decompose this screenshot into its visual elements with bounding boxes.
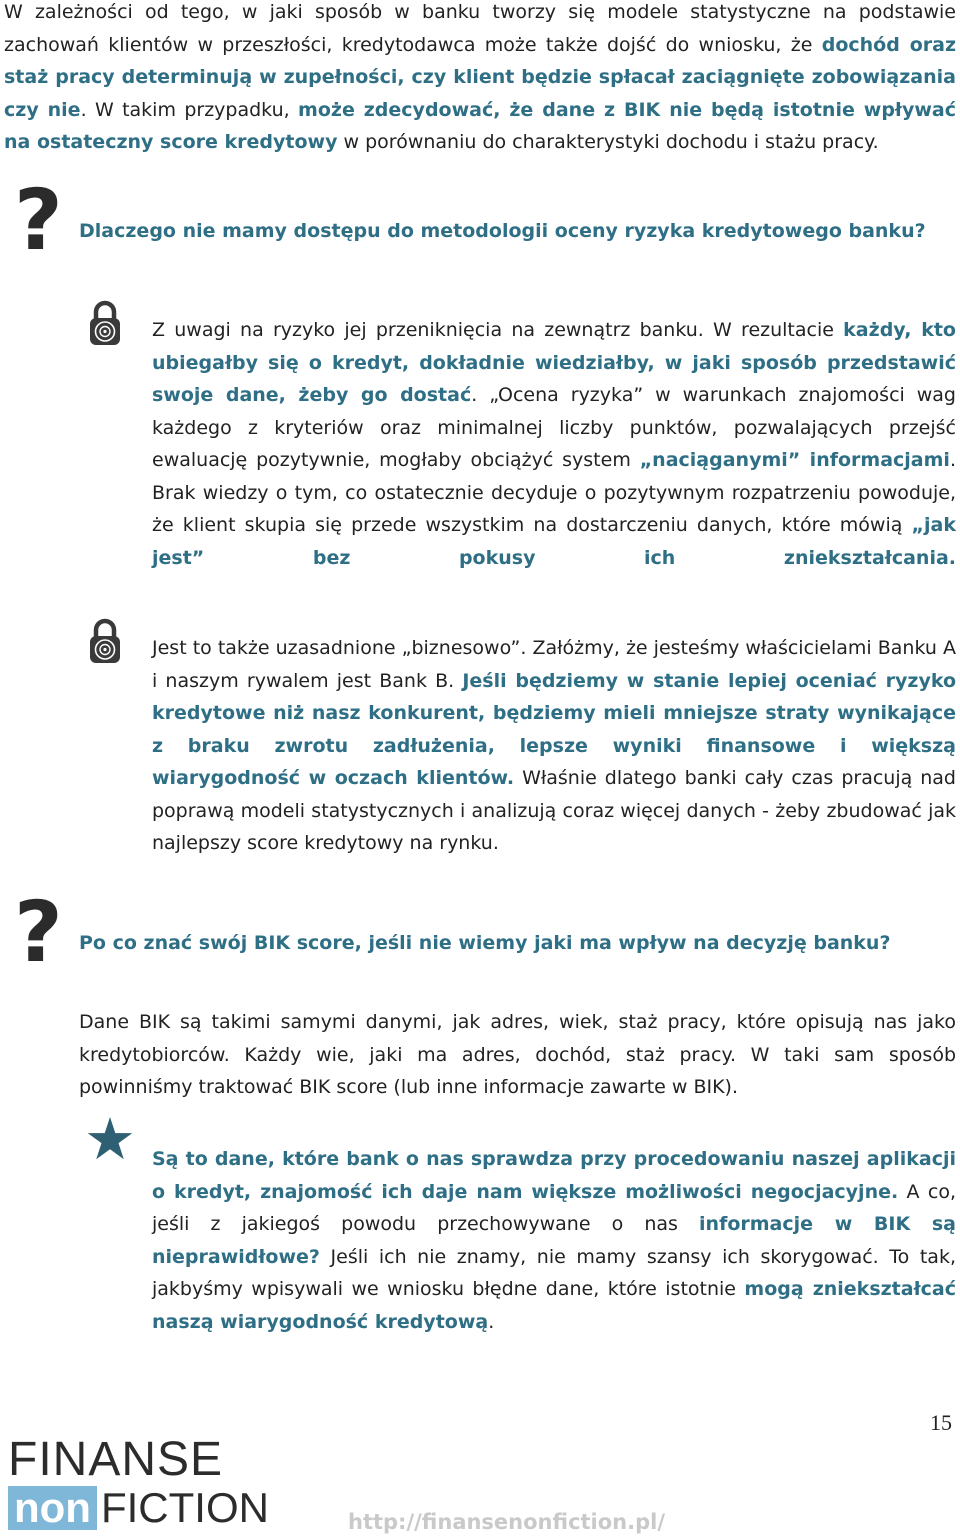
- intro-paragraph: [4, 0, 956, 159]
- logo-top-text: FINANSE: [8, 1433, 224, 1486]
- lock-section-1: [152, 314, 956, 582]
- logo: [8, 1486, 269, 1530]
- star-icon: ★: [84, 1105, 136, 1173]
- star-highlight-3: mogą zniekształcać naszą wiarygodność kredytową: [152, 1278, 956, 1333]
- star-section: [152, 1143, 956, 1338]
- question-heading-2: Po co znać swój BIK score, jeśli nie wiemy jaki ma wpływ na decyzję banku?: [79, 932, 891, 954]
- logo-fiction: FICTION: [100, 1484, 269, 1531]
- padlock-icon: [88, 618, 122, 664]
- lock1-text-2: . „Ocena ryzyka” w warunkach znajomości wag każdego z kryteriów oraz minimalnej liczby punktów, pozwalających przejść ewaluację pozytywnie, mogłaby obciążyć system: [152, 384, 956, 471]
- lock-section-2: [152, 632, 956, 860]
- lock2-highlight-1: Jeśli będziemy w stanie lepiej oceniać ryzyko kredytowe niż nasz konkurent, będziemy mieli mniejsze straty wynikające z braku zwrotu zadłużenia, lepsze wyniki finansowe i większą wiarygodność w oczach klientów.: [152, 669, 957, 789]
- lock1-highlight-2: „naciąganymi” informacjami: [639, 449, 950, 471]
- footer-url[interactable]: http://finansenonfiction.pl/: [348, 1510, 666, 1534]
- star-highlight-2: informacje w BIK są nieprawidłowe?: [152, 1213, 956, 1268]
- lock2-text-1: Jest to także uzasadnione „biznesowo”. Załóżmy, że jesteśmy właścicielami Banku A i naszym rywalem jest Bank B.: [152, 637, 956, 692]
- intro-text-1: W zależności od tego, w jaki sposób w banku tworzy się modele statystyczne na podstawie zachowań klientów w przeszłości, kredytodawca może także dojść do wniosku, że: [4, 1, 956, 56]
- star-text-3: .: [488, 1310, 495, 1333]
- bik-paragraph: Dane BIK są takimi samymi danymi, jak adres, wiek, staż pracy, które opisują nas jako kredytobiorców. Każdy wie, jaki ma adres, dochód, staż pracy. W taki sam sposób powinniśmy traktować BIK score (lub inne informacje zawarte w BIK).: [79, 1011, 956, 1098]
- intro-text-3: w porównaniu do charakterystyki dochodu i stażu pracy.: [337, 131, 879, 153]
- question-heading-1: Dlaczego nie mamy dostępu do metodologii oceny ryzyka kredytowego banku?: [79, 220, 926, 242]
- intro-highlight-2: może zdecydować, że dane z BIK nie będą istotnie wpływać na ostateczny score kredytowy: [4, 98, 956, 153]
- question-mark-icon: ?: [14, 883, 63, 981]
- lock1-highlight-1: każdy, kto ubiegałby się o kredyt, dokładnie wiedziałby, w jaki sposób przedstawić swoje dane, żeby go dostać: [152, 319, 956, 406]
- lock1-text-1: Z uwagi na ryzyko jej przeniknięcia na zewnątrz banku. W rezultacie: [152, 319, 844, 341]
- lock2-text-2: Właśnie dlatego banki cały czas pracują nad poprawą modeli statystycznych i analizują coraz więcej danych - żeby zbudować jak najlepszy score kredytowy na rynku.: [152, 767, 956, 854]
- lock1-highlight-3: „jak jest” bez pokusy ich zniekształcania.: [152, 514, 956, 569]
- lock1-text-3: . Brak wiedzy o tym, co ostatecznie decyduje o pozytywnym rozpatrzeniu powoduje, że klient skupia się przede wszystkim na dostarczeniu danych, które mówią: [152, 449, 956, 536]
- page-number: 15: [930, 1410, 952, 1435]
- star-text-2: Jeśli ich nie znamy, nie mamy szansy ich skorygować. To tak, jakbyśmy wpisywali we wniosku błędne dane, które istotnie: [152, 1245, 956, 1300]
- question-mark-icon: ?: [14, 171, 63, 269]
- intro-highlight-1: dochód oraz staż pracy determinują w zupełności, czy klient będzie spłacał zaciągnięte zobowiązania czy nie: [4, 33, 956, 121]
- padlock-icon: [88, 300, 122, 346]
- star-highlight-1: Są to dane, które bank o nas sprawdza przy procedowaniu naszej aplikacji o kredyt, znajomość ich daje nam większe możliwości negocjacyjne.: [152, 1148, 956, 1203]
- star-text-1: A co, jeśli z jakiegoś powodu przechowywane o nas: [152, 1180, 957, 1235]
- intro-text-2: . W takim przypadku,: [80, 98, 299, 121]
- logo-non: non: [8, 1486, 97, 1530]
